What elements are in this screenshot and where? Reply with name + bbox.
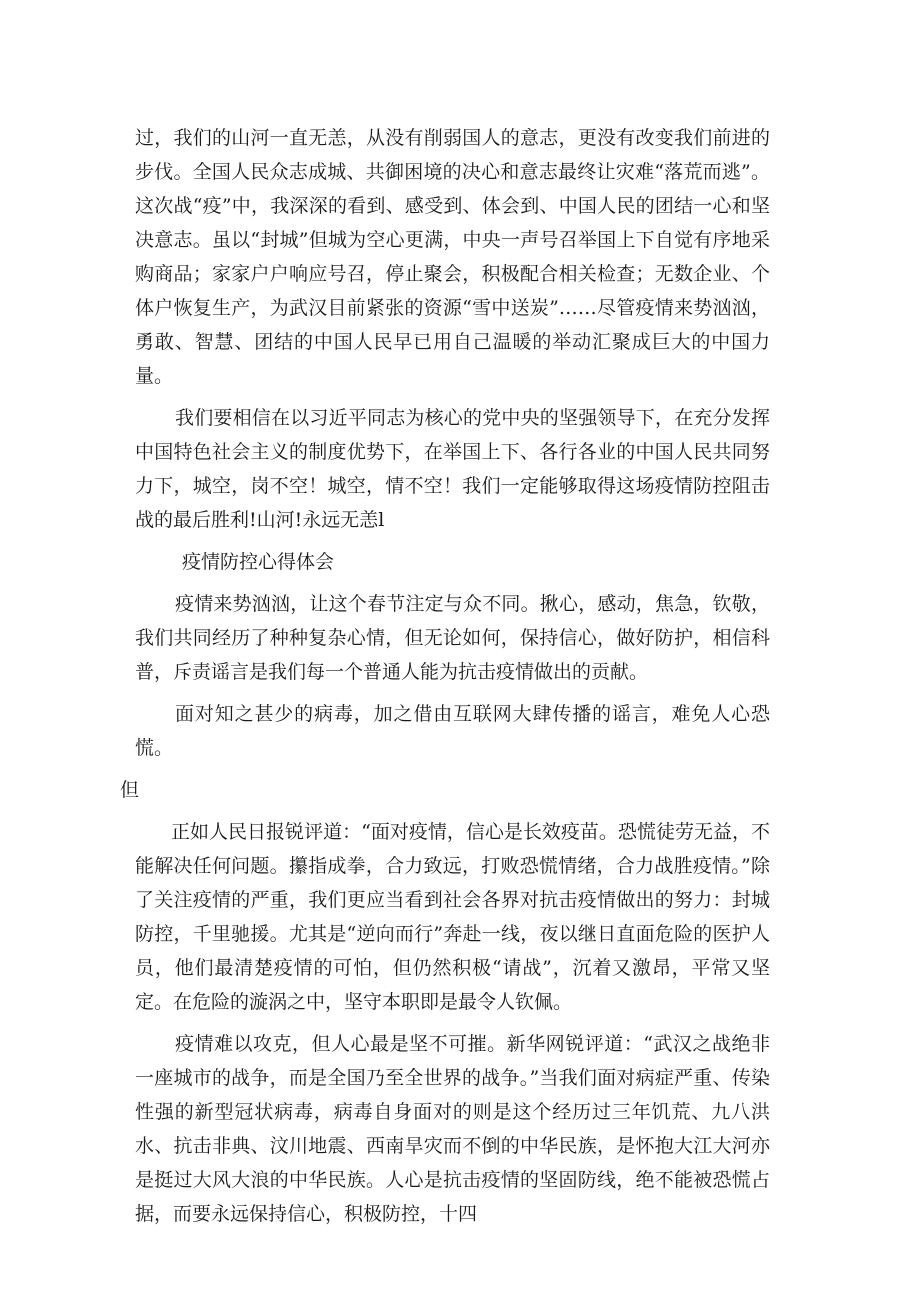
dangling-character: 但 [120,779,140,801]
paragraph-rumors: 面对知之甚少的病毒，加之借由互联网大肆传播的谣言，难免人心恐慌。 [135,703,770,759]
paragraph-xinhua: 疫情难以攻克，但人心最是坚不可摧。新华网锐评道：“武汉之战绝非一座城市的战争，而是全国乃至全世界的战争。”当我们面对病症严重、传染性强的新型冠状病毒，病毒自身面对的则是这个经历过三年饥荒、九八洪水、抗击非典、汶川地震、西南旱灾而不倒的中华民族，是怀抱大江大河亦是挺过大风大浪的中华民族。人心是抗击疫情的坚固防线，绝不能被恐慌占据，而要永远保持信心，积极防控，十四 [135,1033,770,1225]
document-body [120,121,770,1239]
paragraph-continuation: 过，我们的山河一直无恙，从没有削弱国人的意志，更没有改变我们前进的步伐。全国人民众志成城、共御困境的决心和意志最终让灾难“落荒而逃”。这次战“疫”中，我深深的看到、感受到、体会到、中国人民的团结一心和坚决意志。虽以“封城”但城为空心更满，中央一声号召举国上下自觉有序地采购商品；家家户户响应号召，停止聚会，积极配合相关检查；无数企业、个体户恢复生产，为武汉目前紧张的资源“雪中送炭”……尽管疫情来势汹汹，勇敢、智慧、团结的中国人民早已用自己温暖的举动汇聚成巨大的中国力量。 [135,127,770,387]
section-heading: 疫情防控心得体会 [182,551,335,573]
paragraph-confidence: 我们要相信在以习近平同志为核心的党中央的坚强领导下，在充分发挥中国特色社会主义的制度优势下，在举国上下、各行各业的中国人民共同努力下，城空，岗不空！城空，情不空！我们一定能够取得这场疫情防控阻击战的最后胜利!山河!永远无恙l [135,407,770,531]
paragraph-peoples-daily: 正如人民日报锐评道：“面对疫情，信心是长效疫苗。恐慌徒劳无益，不能解决任何问题。攥指成拳，合力致远，打败恐慌情绪，合力战胜疫情。”除了关注疫情的严重，我们更应当看到社会各界对抗击疫情做出的努力：封城防控，千里驰援。尤其是“逆向而行”奔赴一线，夜以继日直面危险的医护人员，他们最清楚疫情的可怕，但仍然积极“请战”，沉着又激昂，平常又坚定。在危险的漩涡之中，坚守本职即是最令人钦佩。 [135,821,770,1013]
paragraph-spring-festival: 疫情来势汹汹，让这个春节注定与众不同。揪心，感动，焦急，钦敬，我们共同经历了种种复杂心情，但无论如何，保持信心，做好防护，相信科普，斥责谣言是我们每一个普通人能为抗击疫情做出的贡献。 [135,593,770,683]
